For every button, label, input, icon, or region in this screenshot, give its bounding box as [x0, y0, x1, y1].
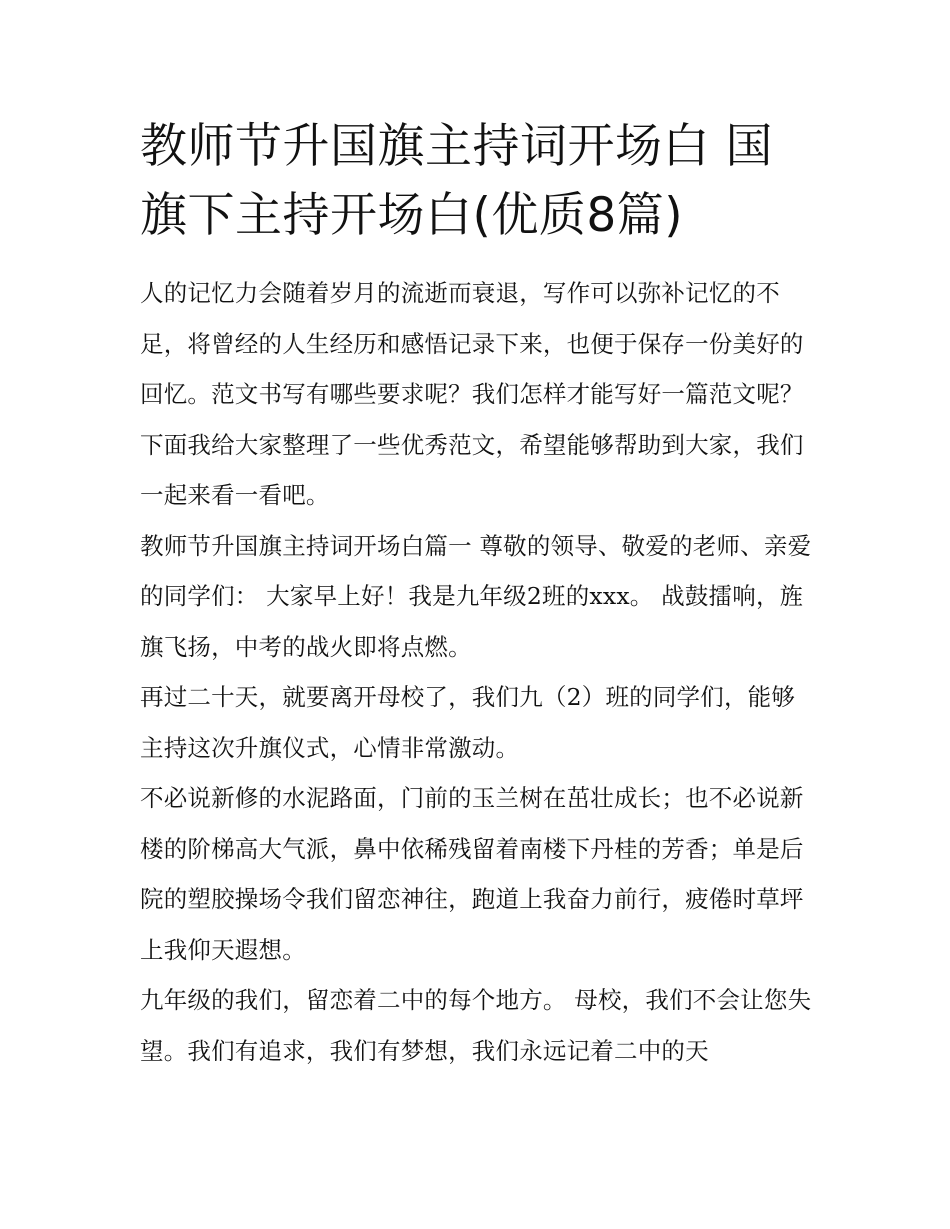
- paragraph-ninth-grade: 九年级的我们，留恋着二中的每个地方。 母校，我们不会让您失望。我们有追求，我们有梦想，我们永远记着二中的天: [140, 986, 812, 1065]
- paragraph-intro: 人的记忆力会随着岁月的流逝而衰退，写作可以弥补记忆的不足，将曾经的人生经历和感悟记录下来，也便于保存一份美好的回忆。范文书写有哪些要求呢？我们怎样才能写好一篇范文呢？下面我给大家整理了一些优秀范文，希望能够帮助到大家，我们一起来看一看吧。: [140, 279, 804, 509]
- paragraph-campus-memories: 不必说新修的水泥路面，门前的玉兰树在茁壮成长；也不必说新楼的阶梯高大气派，鼻中依稀残留着南楼下丹桂的芳香；单是后院的塑胶操场令我们留恋神往，跑道上我奋力前行，疲倦时草坪上我仰天遐想。: [140, 784, 804, 964]
- document-title: 教师节升国旗主持词开场白 国旗下主持开场白(优质8篇): [140, 119, 773, 243]
- paragraph-greeting: 教师节升国旗主持词开场白篇一 尊敬的领导、敬爱的老师、亲爱的同学们： 大家早上好！我是九年级2班的xxx。 战鼓擂响，旌旗飞扬，中考的战火即将点燃。: [140, 531, 812, 661]
- document-content: [140, 112, 812, 1076]
- paragraph-leaving-school: 再过二十天，就要离开母校了，我们九（2）班的同学们，能够主持这次升旗仪式，心情非常激动。: [140, 683, 796, 762]
